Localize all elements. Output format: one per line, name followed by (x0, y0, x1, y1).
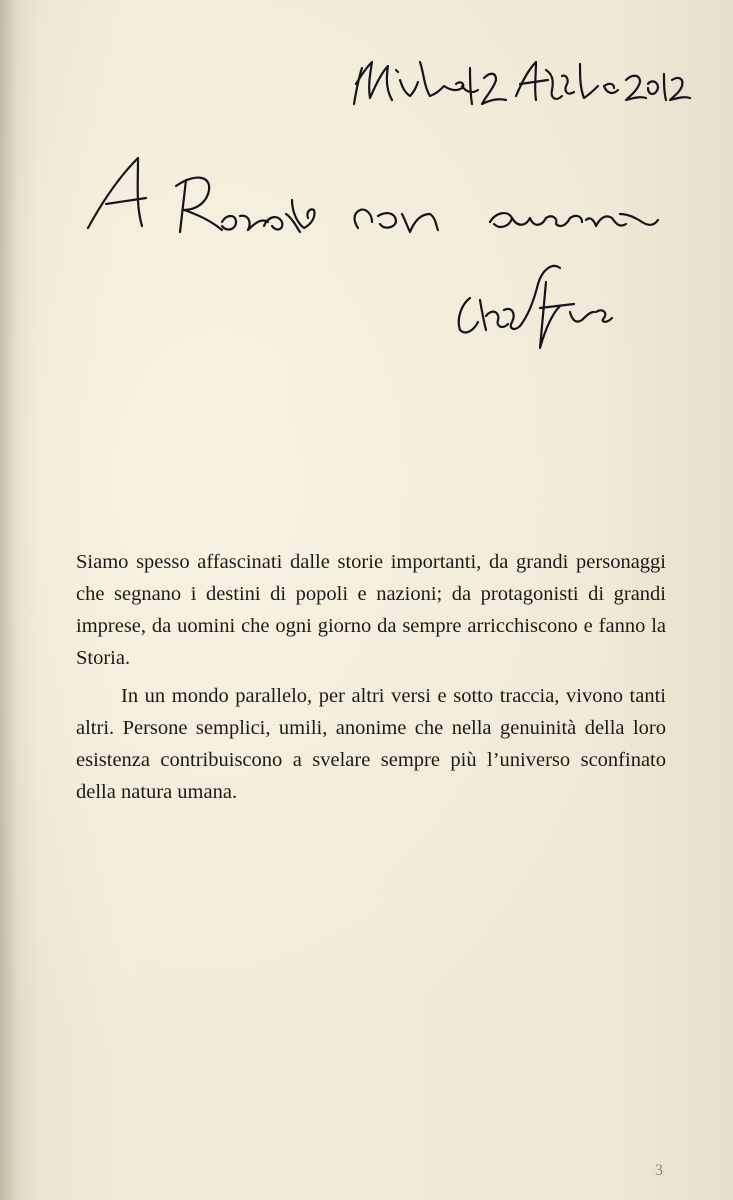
paragraph-1: Siamo spesso affascinati dalle storie importanti, da grandi personaggi che segnano i destini di popoli e nazioni; da protagonisti di grandi imprese, da uomini che ogni giorno da sempre arricchiscono e fanno la Storia. (76, 551, 666, 669)
body-text (76, 546, 666, 808)
handwritten-signature (459, 266, 612, 348)
handwritten-date-line (354, 62, 690, 104)
handwritten-dedication (88, 158, 658, 232)
page-number: 3 (655, 1162, 663, 1179)
paragraph-2: In un mondo parallelo, per altri versi e sotto traccia, vivono tanti altri. Persone semplici, umili, anonime che nella genuinità della loro esistenza contribuiscono a svelare sempre più l’universo sconfinato della natura umana. (76, 685, 666, 803)
